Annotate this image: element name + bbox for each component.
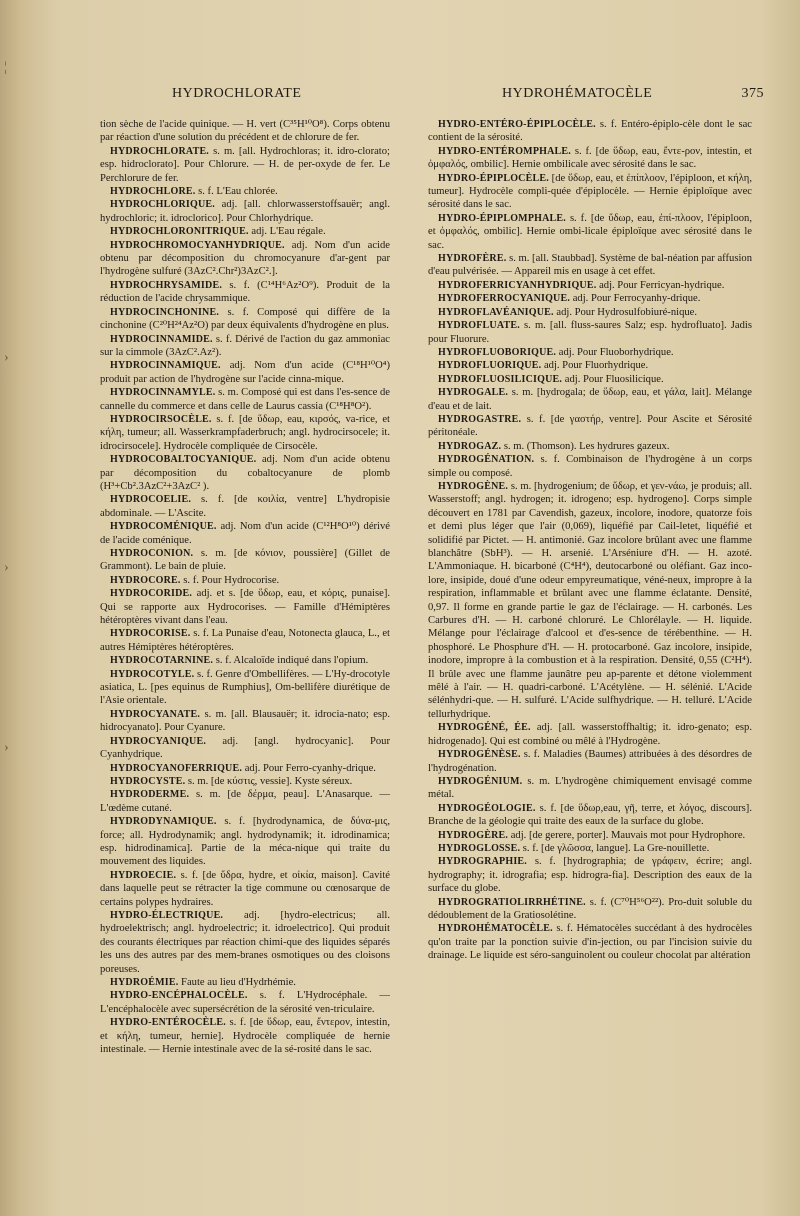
entry-definition: s. f. Genre d'Ombellifères. — L'Hy-drocotyle asiatica, L. [pes equinus de Rumphius], Om-bellifère diurétique de l'Asie orientale. xyxy=(100,668,390,707)
dictionary-entry xyxy=(100,775,390,788)
dictionary-entry xyxy=(428,212,752,252)
entry-headword: HYDROCOTARNINE. xyxy=(110,655,214,667)
entry-headword: HYDROCINNAMIDE. xyxy=(110,333,213,345)
dictionary-entry xyxy=(428,802,752,829)
dictionary-entry xyxy=(428,319,752,346)
entry-headword: HYDROGÈNE. xyxy=(438,480,509,492)
entry-definition: [de ὕδωρ, eau, et ἐπίπλοον, l'épiploon, et κήλη, tumeur]. Hydrocèle compli-quée d'épiplocèle. — Hernie épiploïque avec sérosité dans le sac. xyxy=(428,172,752,211)
entry-definition: s. m. (Thomson). Les hydrures gazeux. xyxy=(501,440,670,452)
entry-headword: HYDRO-ÉPIPLOCÈLE. xyxy=(438,172,549,184)
entry-definition: s. f. (C⁷⁰H⁵⁶O²²). Pro-duit soluble du dédoublement de la Gratiosolétine. xyxy=(428,896,752,921)
entry-headword: HYDROCINNAMIQUE. xyxy=(110,360,221,372)
entry-definition: adj. Pour Ferrocyanhy-drique. xyxy=(570,293,701,305)
dictionary-entry xyxy=(428,748,752,775)
entry-headword: HYDRODERME. xyxy=(110,789,190,801)
entry-headword: HYDROCORISE. xyxy=(110,628,191,640)
entry-headword: HYDRO-ÉLECTRIQUE. xyxy=(110,909,224,921)
dictionary-entry xyxy=(428,252,752,279)
dictionary-entry xyxy=(100,239,390,279)
margin-mark: ¦ xyxy=(4,60,7,75)
dictionary-entry xyxy=(100,279,390,306)
dictionary-entry xyxy=(428,440,752,453)
entry-definition: adj. [angl. hydrocyanic]. Pour Cyanhydrique. xyxy=(100,735,390,761)
entry-headword: HYDROECIE. xyxy=(110,869,177,881)
entry-definition: s. f. Alcaloïde indiqué dans l'opium. xyxy=(213,655,369,667)
dictionary-entry xyxy=(428,829,752,842)
entry-headword: HYDROCONION. xyxy=(110,548,194,559)
dictionary-entry xyxy=(100,627,390,654)
entry-headword: HYDROGRAPHIE. xyxy=(438,856,527,868)
dictionary-entry xyxy=(428,721,752,748)
dictionary-entry xyxy=(100,359,390,386)
entry-definition: s. f. Maladies (Baumes) attribuées à des désordres de l'hydrogénation. xyxy=(428,749,752,774)
margin-mark: › xyxy=(4,560,9,575)
dictionary-entry xyxy=(428,413,752,440)
entry-definition: s. m. Composé qui est dans l'es-sence de cannelle du commerce et dans celle de Laurus cassia (C¹⁸H⁸O²). xyxy=(100,387,390,412)
entry-headword: HYDROFLUOBORIQUE. xyxy=(438,346,557,358)
entry-definition: adj. Pour Ferro-cyanhy-drique. xyxy=(242,762,376,774)
entry-headword: HYDROÉMIE. xyxy=(110,977,179,988)
dictionary-entry xyxy=(100,976,390,989)
entry-headword: HYDROGÉNÈSE. xyxy=(438,749,521,761)
dictionary-entry xyxy=(428,118,752,145)
dictionary-entry xyxy=(428,359,752,372)
dictionary-entry xyxy=(100,118,390,145)
dictionary-entry xyxy=(100,493,390,520)
entry-definition: adj. [all. chlorwasserstoffsauër; angl. hydrochloric; it. idroclorico]. Pour Chlorhydrique. xyxy=(100,199,390,224)
entry-headword: HYDROFÈRE. xyxy=(438,253,507,265)
entry-headword: HYDROCYANATE. xyxy=(110,708,201,720)
dictionary-entry xyxy=(428,306,752,319)
dictionary-entry xyxy=(100,762,390,775)
dictionary-entry xyxy=(100,547,390,574)
entry-headword: HYDROGÈRE. xyxy=(438,829,509,841)
entry-headword: HYDROHÉMATOCÈLE. xyxy=(438,923,553,935)
entry-definition: tion sèche de l'acide quinique. — H. vert (C³⁵H¹⁰O⁸). Corps obtenu par réaction d'une solution du précédent et de chlorure de fer. xyxy=(100,119,390,144)
entry-definition: Faute au lieu d'Hydrhémie. xyxy=(178,977,296,988)
entry-definition: adj. Pour Ferricyan-hydrique. xyxy=(596,279,725,291)
entry-headword: HYDROGASTRE. xyxy=(438,413,522,425)
entry-headword: HYDROGRATIOLIRRHÉTINE. xyxy=(438,896,586,908)
dictionary-entry xyxy=(100,869,390,909)
dictionary-entry xyxy=(428,373,752,386)
entry-headword: HYDROCYANOFERRIQUE. xyxy=(110,762,243,774)
entry-definition: s. f. [hydrodynamica, de δύνα-μις, force; all. Hydrodynamik; angl. hydrodynamik; it. idrodinamica; esp. hidrodinamica]. Partie de la méca-nique qui traite du mouvement des liquides. xyxy=(100,816,390,868)
entry-definition: adj. Pour Fluorhydrique. xyxy=(541,360,649,372)
entry-definition: s. f. [de κοιλία, ventre] L'hydropisie abdominale. — L'Ascite. xyxy=(100,494,390,519)
entry-headword: HYDRO-ENTÉROMPHALE. xyxy=(438,145,571,157)
entry-definition: s. m. [hydrogenium; de ὕδωρ, et γεν-νάω, je produis; all. Wasserstoff; angl. hydrogen; it. idrogeno; esp. hydrogeno]. Corps simple découvert en 1781 par Cavendish, gazeux, incolore, inodore, quatorze fois et demi plus léger que l'air (0,069), liquéfié par Cail-letet, liquéfié et solidifié par Pictet. — H. antimonié. Gaz incolore brûlant avec une flamme blanchâtre (SbH³). — H. arsenié. L'Arséniure d'H. — H. azoté. L'Ammoniaque. H. bicarboné (C⁴H⁴), deutocarboné ou oléfiant. Gaz inco-lore, insipide, doué d'une odeur empyreumatique, véné-neux, impropre à la respiration, inflammable et brûlant avec une flamme éclatante. Densité, 0,97. Il forme en grande partie le gaz de l'éclairage. — H. carbonés. Les Carbures d'H. — H. carboné chloruré. Le Chlorélayle. — H. liquide. Mélange pour l'éclairage d'alcool et d'es-sence de térébenthine. — H. phosphoré. Le Phosphure d'H. — H. protocarboné. Gaz incolore, insipide, inodore, impropre à la combustion et à la respiration. Densité, 0,55 (C²H⁴). Il brûle avec une flamme jaunâtre peu ap-parente et détone violemment mêlé à l'air. — H. quadri-carboné. L'Acétylène. — H. sélénié. L'Acide sélénhydri-que. — H. sulfuré. L'Acide sulfhydrique. — H. telluré. L'Acide tellurhydrique. xyxy=(428,480,752,720)
dictionary-entry xyxy=(100,909,390,976)
entry-definition: s. f. [de ὕδωρ, eau, ἔντερον, intestin, et κήλη, tumeur, hernie]. Hydrocèle compliquée de hernie intestinale. — Hernie intestinale avec de la sé-rosité dans le sac. xyxy=(100,1017,390,1056)
dictionary-entry xyxy=(428,279,752,292)
entry-headword: HYDROCOELIE. xyxy=(110,494,192,506)
dictionary-entry xyxy=(100,735,390,762)
dictionary-entry xyxy=(428,346,752,359)
entry-headword: HYDROCHRYSAMIDE. xyxy=(110,279,223,291)
entry-headword: HYDROCHLORATE. xyxy=(110,145,210,157)
dictionary-entry xyxy=(428,480,752,721)
entry-definition: s. f. (C¹⁴H⁶Az²O⁹). Produit de la réduction de l'acide chrysammique. xyxy=(100,279,390,305)
entry-headword: HYDROCHROMOCYANHYDRIQUE. xyxy=(110,239,285,251)
entry-headword: HYDROCOMÉNIQUE. xyxy=(110,521,217,533)
entry-headword: HYDROGALE. xyxy=(438,387,509,399)
entry-headword: HYDROCYANIQUE. xyxy=(110,735,207,747)
running-header xyxy=(172,86,764,106)
entry-headword: HYDROFLUORIQUE. xyxy=(438,360,542,372)
dictionary-entry xyxy=(428,453,752,480)
dictionary-entry xyxy=(428,292,752,305)
entry-definition: s. m. [hydrogala; de ὕδωρ, eau, et γάλα, lait]. Mélange d'eau et de lait. xyxy=(428,387,752,412)
entry-headword: HYDROCINCHONINE. xyxy=(110,306,220,318)
dictionary-entry xyxy=(100,225,390,238)
entry-definition: s. f. Dérivé de l'action du gaz ammoniac sur la cimmole (3AzC².Az²). xyxy=(100,333,390,358)
dictionary-entry xyxy=(428,775,752,802)
dictionary-entry xyxy=(100,520,390,547)
entry-definition: adj. [all. wasserstoffhaltig; it. idro-genato; esp. hidrogenado]. Qui est combiné ou mêlé à l'Hydrogène. xyxy=(428,722,752,747)
entry-headword: HYDROCHLORIQUE. xyxy=(110,199,215,211)
entry-headword: HYDROGAZ. xyxy=(438,440,502,452)
dictionary-entry xyxy=(100,708,390,735)
dictionary-entry xyxy=(428,386,752,413)
entry-headword: HYDROFLUOSILICIQUE. xyxy=(438,373,563,385)
entry-definition: adj. Nom d'un acide obtenu par décomposition du chromocyanure d'ar-gent par l'hydrogène sulfuré (3AzC².Chr²)3AzC².]. xyxy=(100,239,390,278)
entry-headword: HYDROGÉNIUM. xyxy=(438,775,523,787)
dictionary-entry xyxy=(100,413,390,453)
entry-headword: HYDRO-ÉPIPLOMPHALE. xyxy=(438,212,566,224)
dictionary-entry xyxy=(100,587,390,627)
header-right-term: HYDROHÉMATOCÈLE xyxy=(502,86,653,101)
entry-definition: s. f. [de ὕδρα, hydre, et οἰκία, maison]. Cavité dans laquelle peut se rétracter la tige commune ou cœnosarque de certains polypes hydraires. xyxy=(100,869,390,908)
entry-definition: s. m. [de δέρμα, peau]. L'Anasarque. — L'œdème cutané. xyxy=(100,789,390,814)
entry-headword: HYDROCOBALTOCYANIQUE. xyxy=(110,454,257,466)
entry-definition: s. f. La Punaise d'eau, Notonecta glauca, L., et autres Hémiptères hétéroptères. xyxy=(100,628,390,653)
entry-definition: s. f. Composé qui diffère de la cinchonine (C²⁰H²⁴Az²O) par deux équivalents d'hydrogène en plus. xyxy=(100,306,390,332)
entry-definition: adj. Pour Fluoborhydrique. xyxy=(556,346,674,358)
right-column xyxy=(428,118,752,1158)
entry-definition: s. m. L'hydrogène chimiquement envisagé comme métal. xyxy=(428,775,752,801)
dictionary-entry xyxy=(100,668,390,708)
entry-headword: HYDROCHLORE. xyxy=(110,186,196,198)
entry-definition: adj. Pour Fluosilicique. xyxy=(562,373,664,385)
dictionary-entry xyxy=(428,896,752,923)
entry-headword: HYDROGÉOLOGIE. xyxy=(438,802,536,814)
entry-definition: s. f. [hydrographia; de γράφειν, écrire; angl. hydrography; it. idrografia; esp. hidrogra-fia]. Description des eaux de la surface du globe. xyxy=(428,856,752,895)
entry-definition: s. m. [de κύστις, vessie]. Kyste séreux. xyxy=(185,775,353,787)
entry-headword: HYDROCORE. xyxy=(110,574,181,586)
entry-definition: adj. Nom d'un acide obtenu par décomposition du cobaltocyanure de plomb (H³+Cb².3AzC²+3AzC² ). xyxy=(100,454,390,492)
entry-definition: s. f. Combinaison de l'hydrogène à un corps simple ou composé. xyxy=(428,454,752,479)
entry-definition: s. m. [all. Blausauër; it. idrocia-nato; esp. hidrocyanato]. Pour Cyanure. xyxy=(100,708,390,734)
dictionary-entry xyxy=(100,815,390,869)
left-column xyxy=(100,118,390,1158)
entry-definition: adj. [de gerere, porter]. Mauvais mot pour Hydrophore. xyxy=(508,829,746,841)
dictionary-entry xyxy=(428,172,752,212)
entry-headword: HYDROFLAVÉANIQUE. xyxy=(438,306,554,318)
entry-definition: adj. Nom d'un acide (C¹⁸H¹⁰O⁴) produit par action de l'hydrogène sur l'acide cinna-mique. xyxy=(100,360,390,385)
dictionary-entry xyxy=(428,842,752,855)
entry-definition: s. f. L'Hydrocéphale. — L'encéphalocèle avec supersécrétion de la sérosité ven-triculaire. xyxy=(100,990,390,1015)
entry-definition: s. m. [all. Staubbad]. Système de bal-néation par affusion d'eau pulvérisée. — Appareil mis en usage à cet effet. xyxy=(428,253,752,278)
entry-headword: HYDROCORIDE. xyxy=(110,588,193,600)
entry-definition: s. f. Hématocèles succédant à des hydrocèles qu'on traite par la ponction suivie d'in-jection, ou par l'incision suivie du drainage. Le liquide est séro-sanguinolent ou couleur chocolat par altération xyxy=(428,923,752,962)
entry-definition: s. f. L'Eau chlorée. xyxy=(195,186,278,198)
entry-definition: s. f. [de ὕδωρ,eau, γῆ, terre, et λόγος, discours]. Branche de la géologie qui traite des eaux de la surface du globe. xyxy=(428,802,752,828)
entry-headword: HYDROFERROCYANIQUE. xyxy=(438,293,571,305)
dictionary-entry xyxy=(100,145,390,185)
dictionary-entry xyxy=(100,306,390,333)
entry-headword: HYDROCINNAMYLE. xyxy=(110,387,216,399)
dictionary-entry xyxy=(100,788,390,815)
entry-headword: HYDROGLOSSE. xyxy=(438,842,521,854)
dictionary-entry xyxy=(100,386,390,413)
entry-definition: s. f. Entéro-épiplo-cèle dont le sac contient de la sérosité. xyxy=(428,119,752,144)
entry-headword: HYDROFLUATE. xyxy=(438,320,520,332)
dictionary-entry xyxy=(100,198,390,225)
entry-headword: HYDROFERRICYANHYDRIQUE. xyxy=(438,279,597,291)
entry-headword: HYDROCOTYLE. xyxy=(110,668,195,680)
entry-headword: HYDROGÉNATION. xyxy=(438,454,535,466)
dictionary-entry xyxy=(100,989,390,1016)
entry-headword: HYDRO-ENCÉPHALOCÈLE. xyxy=(110,990,248,1002)
entry-definition: s. m. [de κόνιον, poussière] (Gillet de Grammont). Le bain de pluie. xyxy=(100,548,390,573)
margin-mark: › xyxy=(4,740,9,755)
entry-definition: s. f. [de ὕδωρ, eau, ἔντε-ρον, intestin, et ὀμφαλός, ombilic]. Hernie ombilicale avec sérosité dans le sac. xyxy=(428,145,752,171)
dictionary-entry xyxy=(428,145,752,172)
entry-headword: HYDRODYNAMIQUE. xyxy=(110,816,217,828)
entry-headword: HYDRO-ENTÉROCÈLE. xyxy=(110,1017,226,1029)
entry-definition: adj. Nom d'un acide (C¹²H⁸O¹⁰) dérivé de l'acide coménique. xyxy=(100,521,390,546)
entry-definition: adj. Pour Hydrosulfobiuré-nique. xyxy=(553,306,698,318)
dictionary-entry xyxy=(100,185,390,198)
entry-definition: s. f. [de γαστήρ, ventre]. Pour Ascite et Sérosité péritonéale. xyxy=(428,413,752,439)
dictionary-entry xyxy=(428,922,752,962)
entry-definition: adj. L'Eau régale. xyxy=(248,226,326,238)
margin-mark: › xyxy=(4,350,9,365)
entry-definition: s. f. [de ὕδωρ, eau, κιρσός, va-rice, et κήλη, tumeur; all. Wasserkrampfaderbruch; angl. hydrocirsocele; it. idrocirsocele]. Hydrocèle compliquée de Cirsocèle. xyxy=(100,413,390,452)
dictionary-entry xyxy=(100,574,390,587)
entry-definition: s. m. [all. fluss-saures Salz; esp. hydrofluato]. Jadis pour Fluorure. xyxy=(428,320,752,345)
dictionary-entry xyxy=(100,333,390,360)
entry-definition: s. f. [de ὕδωρ, eau, ἐπί-πλοον, l'épiploon, et ὀμφαλός, ombilic]. Hernie ombi-licale épiploïque avec sérosité dans le sac. xyxy=(428,212,752,251)
entry-headword: HYDROCHLORONITRIQUE. xyxy=(110,226,249,238)
entry-headword: HYDROCIRSOCÈLE. xyxy=(110,413,212,425)
entry-headword: HYDROGÉNÉ, ÉE. xyxy=(438,722,531,734)
entry-definition: s. f. [de γλῶσσα, langue]. La Gre-nouillette. xyxy=(520,842,710,854)
entry-headword: HYDROCYSTE. xyxy=(110,775,186,787)
dictionary-entry xyxy=(100,654,390,667)
entry-headword: HYDRO-ENTÉRO-ÉPIPLOCÈLE. xyxy=(438,119,596,130)
page-number: 375 xyxy=(741,86,764,101)
entry-definition: adj. [hydro-electricus; all. hydroelektrisch; angl. hydroelectric; it. idroelectrico]. Qui produit des courants électriques par réaction chimi-que des liquides séparés les uns des autres par des mem-branes osmotiques ou des cloisons poreuses. xyxy=(100,909,390,975)
dictionary-entry xyxy=(100,1016,390,1056)
dictionary-entry xyxy=(100,453,390,493)
dictionary-entry xyxy=(428,855,752,895)
entry-definition: adj. et s. [de ὕδωρ, eau, et κόρις, punaise]. Qui se rapporte aux Hydrocorises. — Famille d'Hémiptères hétéroptères vivant dans l'eau. xyxy=(100,588,390,627)
header-left-term: HYDROCHLORATE xyxy=(172,86,302,101)
entry-definition: s. m. [all. Hydrochloras; it. idro-clorato; esp. hidroclorato]. Pour Chlorure. — H. de per-oxyde de fer. Le Perchlorure de fer. xyxy=(100,145,390,184)
entry-definition: s. f. Pour Hydrocorise. xyxy=(180,574,280,586)
